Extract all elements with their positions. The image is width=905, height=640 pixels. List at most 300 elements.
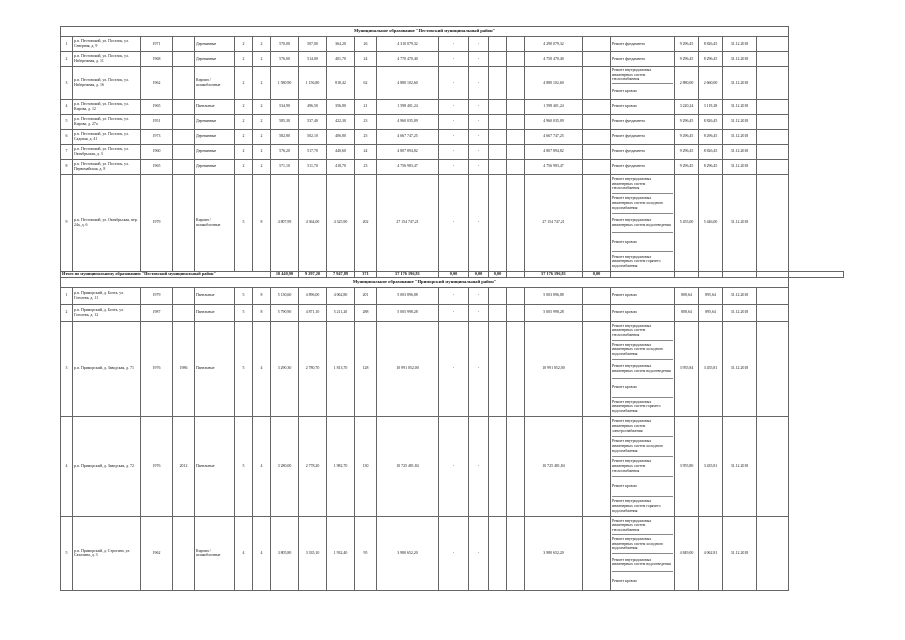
entrances: 8 [253,287,271,304]
residents: 21 [355,99,377,114]
federal-funds: - [439,114,469,129]
unit-cost: 3 955,80 [675,416,699,516]
owners-funds: 4 667 747,25 [525,129,583,144]
total-other: 0,00 [583,271,611,277]
empty-cell [757,304,789,321]
row-number: 5 [61,516,73,590]
owners-funds: 10 725 481,84 [525,416,583,516]
residents: 26 [355,37,377,52]
year-commissioned: 2012 [173,416,195,516]
regional-funds: - [469,416,489,516]
total-area: 3 805,80 [271,516,299,590]
empty-cell [583,159,611,174]
local-funds [489,516,507,590]
max-unit-cost: 8 296,45 [699,129,723,144]
document-sheet [60,26,844,591]
private-area: 364,20 [327,37,355,52]
floors: 2 [235,144,253,159]
floors: 2 [235,114,253,129]
regional-funds: - [469,52,489,67]
unit-cost: 808,64 [675,287,699,304]
total-cost: 5 005 998,28 [377,304,439,321]
empty-cell [507,174,525,271]
table-row [61,99,844,114]
federal-funds: - [439,99,469,114]
regional-funds: - [469,304,489,321]
completion-date: 31.12.2018 [723,144,757,159]
private-area: 1 932,40 [327,516,355,590]
private-area: 5 211,20 [327,304,355,321]
total-cost: 4 960 035,09 [377,114,439,129]
empty-cell [757,144,789,159]
repair-type: Ремонт внутридомовых инженерных систем электроснабжения [612,417,673,437]
private-area: 418,70 [327,159,355,174]
wall-material: Панельные [195,416,235,516]
total-area: 4 807,99 [271,174,299,271]
empty-cell [507,67,525,100]
wall-material: Панельные [195,304,235,321]
address-cell: р.п. Приморский, д. Заводская, д. 72 [73,416,141,516]
private-area: 440,60 [327,144,355,159]
repair-type: Ремонт кровли [612,293,637,298]
address-cell: р.п. Приморский, д. Заводская, д. 71 [73,321,141,416]
wall-material: Панельные [195,287,235,304]
address-cell: р.п. Пестовский, ул. Поселок, ул. Набережная, д. 16 [73,67,141,100]
wall-material: Панельные [195,321,235,416]
owners-funds: 4 290 079,32 [525,37,583,52]
unit-cost: 3 220,24 [675,99,699,114]
table-row [61,52,844,67]
total-cost: 5 003 896,88 [377,287,439,304]
residents: 62 [355,67,377,100]
year-built: 1965 [141,159,173,174]
table-row [61,144,844,159]
year-built: 1976 [141,416,173,516]
year-commissioned [173,37,195,52]
year-commissioned [173,67,195,100]
address-cell: р.п. Пестовский, ул. Поселок, ул. Кирова, д. 27а [73,114,141,129]
owners-funds: 10 991 052,00 [525,321,583,416]
private-area: 1 813,70 [327,321,355,416]
entrances: 8 [253,174,271,271]
address-cell: р.п. Пестовский, ул. Поселок, ул. Первомайская, д. 8 [73,159,141,174]
repair-type: Ремонт внутридомовых инженерных систем теплоснабжения [612,175,673,194]
floors: 5 [235,287,253,304]
floors: 2 [235,129,253,144]
residents: 288 [355,304,377,321]
year-built: 1968 [141,52,173,67]
empty-cell [757,129,789,144]
table-row [61,159,844,174]
residents: 24 [355,144,377,159]
section-title: Муниципальное образование "Приморский муниципальный район" [61,277,789,287]
max-unit-cost: 3 119,28 [699,99,723,114]
entrances: 2 [253,52,271,67]
row-number: 2 [61,52,73,67]
empty-cell [583,416,611,516]
year-commissioned [173,174,195,271]
residents: 95 [355,516,377,590]
entrances: 4 [253,416,271,516]
repair-type: Ремонт фундамента [612,41,645,46]
private-area: 4 062,80 [327,287,355,304]
repair-types-cell [611,67,675,100]
year-built: 1979 [141,287,173,304]
empty-cell [583,129,611,144]
year-built: 1962 [141,516,173,590]
federal-funds: - [439,304,469,321]
empty-cell [507,99,525,114]
repair-type: Ремонт внутридомовых инженерных систем теплоснабжения [612,457,673,477]
unit-cost: 9 296,45 [675,52,699,67]
address-cell: р.п. Пестовский, ул. Поселок, ул. Кирова, д. 12 [73,99,141,114]
total-cost: 4 756 983,47 [377,159,439,174]
repair-type: Ремонт внутридомовых инженерных систем водоотведения [612,554,673,573]
living-area: 514,00 [299,52,327,67]
empty-cell [757,159,789,174]
local-funds [489,416,507,516]
local-funds [489,114,507,129]
empty-cell [757,52,789,67]
floors: 2 [235,99,253,114]
wall-material: Деревянные [195,144,235,159]
regional-funds: - [469,37,489,52]
living-area: 496,50 [299,99,327,114]
residents: 128 [355,321,377,416]
empty-cell [583,304,611,321]
federal-funds: - [439,416,469,516]
unit-cost: 9 296,45 [675,129,699,144]
repair-type: Ремонт внутридомовых инженерных систем теплоснабжения [612,67,673,84]
repair-type: Ремонт кровли [612,233,673,252]
max-unit-cost: 3 455,81 [699,321,723,416]
max-unit-cost: 5 446,00 [699,174,723,271]
max-unit-cost: 895,64 [699,304,723,321]
year-built: 1965 [141,99,173,114]
federal-funds: - [439,174,469,271]
floors: 5 [235,174,253,271]
entrances: 2 [253,144,271,159]
address-cell: р.п. Пестовский, ул. Поселок, ул. Северная, д. 9 [73,37,141,52]
wall-material: Деревянные [195,37,235,52]
repair-type: Ремонт внутридомовых инженерных систем холодного водоснабжения [612,535,673,554]
empty-cell [757,114,789,129]
completion-date: 31.12.2018 [723,516,757,590]
unit-cost: 808,64 [675,304,699,321]
repair-types-cell [611,129,675,144]
residents: 130 [355,416,377,516]
owners-funds: 4 880 102,60 [525,67,583,100]
empty-cell [583,37,611,52]
regional-funds: - [469,287,489,304]
owners-funds: 4 756 983,47 [525,159,583,174]
year-built: 1979 [141,174,173,271]
living-area: 537,40 [299,114,327,129]
local-funds [489,129,507,144]
total-cost: 3 980 652,20 [377,516,439,590]
owners-funds: 4 750 470,40 [525,52,583,67]
completion-date: 31.12.2018 [723,37,757,52]
completion-date: 31.12.2018 [723,129,757,144]
entrances: 2 [253,99,271,114]
entrances: 4 [253,321,271,416]
empty-cell [507,321,525,416]
empty-cell [507,144,525,159]
empty-cell [757,37,789,52]
total-area: 585,30 [271,114,299,129]
federal-funds: - [439,37,469,52]
table-row [61,416,844,516]
local-funds [489,159,507,174]
private-area: 818,42 [327,67,355,100]
repair-types-cell [611,99,675,114]
living-area: 4 896,00 [299,287,327,304]
row-number: 6 [61,129,73,144]
total-cost: 57 176 196,81 [377,271,439,277]
total-owners-funds: 57 176 196,81 [525,271,583,277]
living-area: 4 871,10 [299,304,327,321]
year-built: 1987 [141,304,173,321]
row-number: 3 [61,67,73,100]
completion-date: 31.12.2018 [723,174,757,271]
total-area: 3 280,00 [271,416,299,516]
table-row [61,114,844,129]
completion-date: 31.12.2018 [723,99,757,114]
year-commissioned [173,52,195,67]
federal-funds: - [439,516,469,590]
local-funds [489,321,507,416]
repair-type: Ремонт фундамента [612,149,645,154]
owners-funds: 3 980 652,20 [525,516,583,590]
repair-type: Ремонт кровли [612,104,637,109]
empty-cell [583,287,611,304]
local-funds [489,99,507,114]
federal-funds: - [439,129,469,144]
empty-cell [757,67,789,100]
address-cell: р.п. Пестовский, ул. Поселок, ул. Садовая, д. 41 [73,129,141,144]
owners-funds: 27 154 747,21 [525,174,583,271]
living-area: 1 156,80 [299,67,327,100]
table-row [61,67,844,100]
living-area: 517,70 [299,144,327,159]
address-cell: р.п. Пестовский, ул. Октябрьская, пер. 24а, д. 6 [73,174,141,271]
empty-cell [583,114,611,129]
local-funds [489,52,507,67]
empty-cell [583,67,611,100]
entrances: 2 [253,37,271,52]
max-unit-cost: 4 062,81 [699,516,723,590]
total-area: 534,90 [271,99,299,114]
regional-funds: - [469,321,489,416]
private-area: 356,80 [327,99,355,114]
year-commissioned [173,304,195,321]
empty-cell [507,287,525,304]
empty-cell [583,516,611,590]
unit-cost: 9 296,45 [675,37,699,52]
empty-cell [757,416,789,516]
row-number: 4 [61,416,73,516]
repair-type: Ремонт фундамента [612,164,645,169]
max-unit-cost: 8 826,45 [699,114,723,129]
repair-types-cell [611,287,675,304]
max-unit-cost: 8 826,45 [699,144,723,159]
total-cost: 10 725 481,84 [377,416,439,516]
living-area: 3 335,10 [299,516,327,590]
repair-type: Ремонт фундамента [612,56,645,61]
repair-types-cell [611,416,675,516]
max-unit-cost: 2 660,00 [699,67,723,100]
owners-funds: 1 598 401,24 [525,99,583,114]
row-number: 1 [61,37,73,52]
floors: 5 [235,304,253,321]
empty-cell [507,516,525,590]
wall-material: Деревянные [195,159,235,174]
total-cost: 4 667 747,25 [377,129,439,144]
federal-funds: - [439,159,469,174]
residents: 24 [355,52,377,67]
table-row [61,516,844,590]
repair-type: Ремонт внутридомовых инженерных систем водоотведения [612,214,673,233]
row-number: 4 [61,99,73,114]
total-a1: 10 440,90 [271,271,299,277]
residents: 23 [355,159,377,174]
row-number: 1 [61,287,73,304]
year-commissioned [173,129,195,144]
row-number: 7 [61,144,73,159]
regional-funds: - [469,99,489,114]
table-row [61,287,844,304]
living-area: 4 364,00 [299,174,327,271]
total-cost: 4 807 894,82 [377,144,439,159]
year-built: 1951 [141,114,173,129]
wall-material: Кирпич / шлакоблочные [195,516,235,590]
table-row [61,129,844,144]
empty-cell [507,114,525,129]
entrances: 8 [253,304,271,321]
floors: 2 [235,52,253,67]
repair-type: Ремонт кровли [612,88,637,93]
wall-material: Панельные [195,99,235,114]
private-area: 406,80 [327,129,355,144]
total-cost: 4 770 470,40 [377,52,439,67]
max-unit-cost: 8 296,45 [699,159,723,174]
year-built: 1962 [141,67,173,100]
owners-funds: 5 005 998,28 [525,304,583,321]
row-number: 8 [61,159,73,174]
repair-type: Ремонт внутридомовых инженерных систем теплоснабжения [612,322,673,341]
repair-type: Ремонт внутридомовых инженерных систем горячего водоснабжения [612,399,661,414]
empty-cell [507,159,525,174]
local-funds [489,37,507,52]
federal-funds: - [439,52,469,67]
empty-cell [757,516,789,590]
local-funds [489,174,507,271]
total-cost: 27 154 747,21 [377,174,439,271]
empty-cell [757,287,789,304]
year-built: 1960 [141,144,173,159]
regional-funds: - [469,516,489,590]
regional-funds: - [469,174,489,271]
total-area: 3 290,30 [271,321,299,416]
year-commissioned [173,114,195,129]
total-area: 570,00 [271,37,299,52]
repair-type: Ремонт кровли [612,379,673,398]
wall-material: Деревянные [195,129,235,144]
private-area: 422,30 [327,114,355,129]
federal-funds: - [439,287,469,304]
federal-funds: - [439,321,469,416]
year-commissioned [173,287,195,304]
total-c1: 0,00 [439,271,469,277]
empty-cell [757,174,789,271]
repair-type: Ремонт внутридомовых инженерных систем теплоснабжения [612,517,673,536]
entrances: 2 [253,114,271,129]
wall-material: Деревянные [195,114,235,129]
total-a3: 7 947,89 [327,271,355,277]
empty-cell [507,52,525,67]
living-area: 2 780,70 [299,321,327,416]
regional-funds: - [469,129,489,144]
repair-types-cell [611,174,675,271]
empty-cell [789,271,844,277]
address-cell: р.п. Приморский, д. Строгино, ул. Сахалина, д. 3 [73,516,141,590]
completion-date: 31.12.2018 [723,114,757,129]
repair-types-cell [611,114,675,129]
completion-date: 31.12.2018 [723,416,757,516]
year-built: 1976 [141,321,173,416]
total-area: 571,10 [271,159,299,174]
repair-type: Ремонт внутридомовых инженерных систем холодного водоснабжения [612,341,673,360]
completion-date: 31.12.2018 [723,52,757,67]
repair-types-cell [611,144,675,159]
floors: 2 [235,37,253,52]
repair-type: Ремонт внутридомовых инженерных систем холодного водоснабжения [612,194,673,213]
total-area: 1 580,90 [271,67,299,100]
total-area: 576,20 [271,144,299,159]
empty-cell [583,321,611,416]
repair-types-cell [611,159,675,174]
local-funds [489,304,507,321]
repair-types-cell [611,304,675,321]
address-cell: р.п. Приморский, д. Бочта, ул. Гоголева, д. 12 [73,304,141,321]
year-commissioned [173,144,195,159]
living-area: 502,10 [299,129,327,144]
total-cost: 1 598 401,24 [377,99,439,114]
regional-funds: - [469,114,489,129]
wall-material: Кирпич / шлакоблочные [195,67,235,100]
table-row [61,321,844,416]
total-label: Итого по муниципальному образованию "Пестовский муниципальный район" [61,271,271,277]
completion-date: 31.12.2018 [723,159,757,174]
owners-funds: 5 003 896,88 [525,287,583,304]
address-cell: р.п. Приморский, д. Бочта, ул. Гоголева, д. 11 [73,287,141,304]
unit-cost: 9 296,45 [675,159,699,174]
total-area: 582,80 [271,129,299,144]
year-built: 1973 [141,129,173,144]
empty-cell [583,99,611,114]
total-area: 5 790,90 [271,304,299,321]
repair-type: Ремонт кровли [612,310,637,315]
living-area: 507,00 [299,37,327,52]
living-area: 511,70 [299,159,327,174]
repair-type: Ремонт кровли [612,477,673,497]
year-commissioned [173,99,195,114]
year-commissioned [173,159,195,174]
unit-cost: 3 955,84 [675,321,699,416]
unit-cost: 2 880,00 [675,67,699,100]
year-commissioned [173,516,195,590]
floors: 2 [235,67,253,100]
